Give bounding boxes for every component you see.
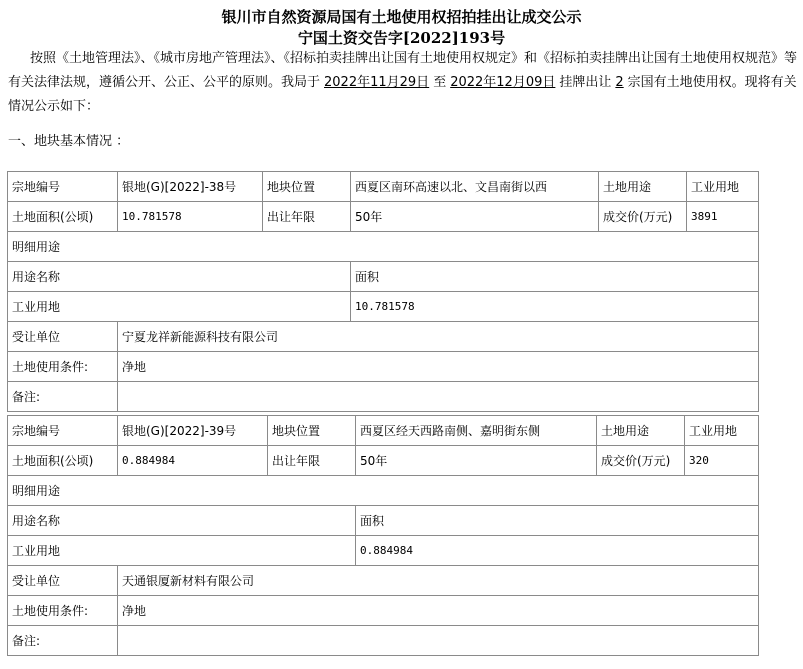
label-use-name: 用途名称 — [8, 506, 356, 536]
label-use-name: 用途名称 — [8, 262, 351, 292]
label-conditions: 土地使用条件: — [8, 352, 118, 382]
intro-text-3: 挂牌出让 — [559, 75, 612, 90]
price-value: 320 — [685, 446, 759, 476]
label-transferee: 受让单位 — [8, 322, 118, 352]
parcel-no-value: 银地(G)[2022]-39号 — [118, 416, 268, 446]
table-row — [8, 382, 759, 412]
label-area-col: 面积 — [351, 262, 759, 292]
parcel-count: 2 — [615, 75, 624, 90]
term-value: 50年 — [356, 446, 597, 476]
section-title: 一、地块基本情况 ： — [8, 134, 130, 149]
location-value: 西夏区南环高速以北、文昌南街以西 — [351, 172, 599, 202]
table-row — [8, 416, 759, 446]
label-transferee: 受让单位 — [8, 566, 118, 596]
table-row — [8, 596, 759, 626]
table-row — [8, 202, 759, 232]
conditions-value: 净地 — [118, 352, 759, 382]
conditions-value: 净地 — [118, 596, 759, 626]
table-row — [8, 232, 759, 262]
label-detail-use: 明细用途 — [8, 476, 759, 506]
parcel-table — [7, 415, 759, 656]
parcel-no-value: 银地(G)[2022]-38号 — [118, 172, 263, 202]
detail-area-value: 0.884984 — [356, 536, 759, 566]
label-parcel-no: 宗地编号 — [8, 416, 118, 446]
label-location: 地块位置 — [263, 172, 351, 202]
detail-use-name-value: 工业用地 — [8, 292, 351, 322]
label-area: 土地面积(公顷) — [8, 202, 118, 232]
table-row — [8, 536, 759, 566]
table-row — [8, 476, 759, 506]
table-row — [8, 626, 759, 656]
label-term: 出让年限 — [268, 446, 356, 476]
intro-text-4: 宗国有土地使用权。现将有关情况公示如下： — [8, 75, 797, 114]
transferee-value: 宁夏龙祥新能源科技有限公司 — [118, 322, 759, 352]
term-value: 50年 — [351, 202, 599, 232]
table-row — [8, 322, 759, 352]
transferee-value: 天通银厦新材料有限公司 — [118, 566, 759, 596]
location-value: 西夏区经天西路南侧、嘉明街东侧 — [356, 416, 597, 446]
table-row — [8, 506, 759, 536]
parcel-table — [7, 171, 759, 412]
use-value: 工业用地 — [687, 172, 759, 202]
detail-area-value: 10.781578 — [351, 292, 759, 322]
table-row — [8, 566, 759, 596]
table-row — [8, 262, 759, 292]
price-value: 3891 — [687, 202, 759, 232]
label-detail-use: 明细用途 — [8, 232, 759, 262]
label-remarks: 备注: — [8, 382, 118, 412]
area-value: 0.884984 — [118, 446, 268, 476]
table-row — [8, 292, 759, 322]
use-value: 工业用地 — [685, 416, 759, 446]
end-date: 2022年12月09日 — [450, 75, 556, 90]
label-term: 出让年限 — [263, 202, 351, 232]
intro-text-2: 至 — [433, 75, 447, 90]
remarks-value — [118, 626, 759, 656]
page-title: 银川市自然资源局国有土地使用权招拍挂出让成交公示 — [221, 8, 582, 26]
label-area: 土地面积(公顷) — [8, 446, 118, 476]
intro-text-1: 按照《土地管理法》、《城市房地产管理法》、《招标拍卖挂牌出让国有土地使用权规定》和《招标拍卖挂牌出让国有土地使用权规范》等有关法律法规，遵循公开、公正、公平的原则。我局于 — [8, 51, 798, 90]
remarks-value — [118, 382, 759, 412]
table-row — [8, 172, 759, 202]
label-area-col: 面积 — [356, 506, 759, 536]
detail-use-name-value: 工业用地 — [8, 536, 356, 566]
intro-paragraph — [8, 47, 798, 119]
label-remarks: 备注: — [8, 626, 118, 656]
label-use: 土地用途 — [599, 172, 687, 202]
table-row — [8, 352, 759, 382]
start-date: 2022年11月29日 — [324, 75, 430, 90]
document-number: 宁国土资交告字[2022]193号 — [297, 29, 506, 47]
label-price: 成交价(万元) — [597, 446, 685, 476]
area-value: 10.781578 — [118, 202, 263, 232]
label-use: 土地用途 — [597, 416, 685, 446]
label-parcel-no: 宗地编号 — [8, 172, 118, 202]
label-conditions: 土地使用条件: — [8, 596, 118, 626]
label-location: 地块位置 — [268, 416, 356, 446]
table-row — [8, 446, 759, 476]
label-price: 成交价(万元) — [599, 202, 687, 232]
